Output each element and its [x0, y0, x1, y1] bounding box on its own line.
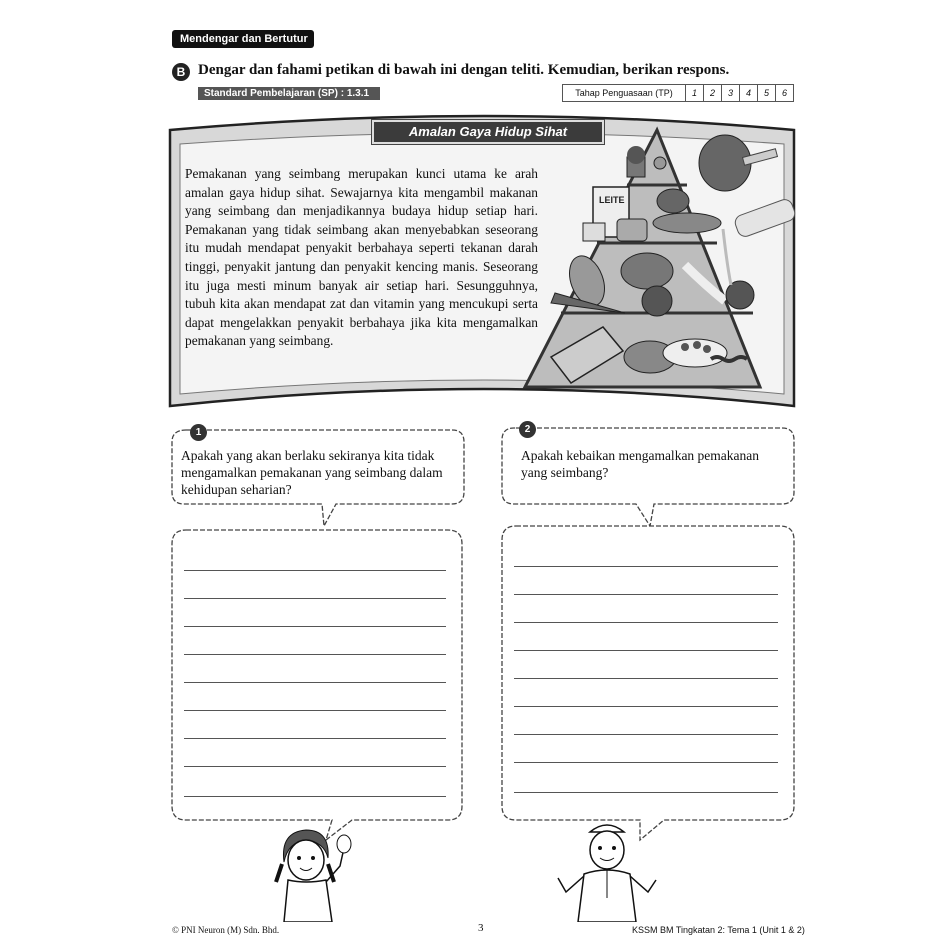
boy-character-image: [552, 818, 662, 922]
answer-line[interactable]: [184, 738, 446, 739]
answer-line[interactable]: [514, 734, 778, 735]
section-tag: Mendengar dan Bertutur: [172, 30, 314, 48]
answer-line[interactable]: [514, 594, 778, 595]
answer-line[interactable]: [184, 626, 446, 627]
answer-line[interactable]: [184, 796, 446, 797]
part-letter-badge: B: [172, 63, 190, 81]
question-2-number: 2: [519, 421, 536, 438]
passage-title: Amalan Gaya Hidup Sihat: [372, 120, 604, 144]
answer-line[interactable]: [184, 766, 446, 767]
page-number: 3: [478, 922, 484, 934]
answer-line[interactable]: [514, 792, 778, 793]
passage-text: Pemakanan yang seimbang merupakan kunci utama ke arah amalan gaya hidup sihat. Sewajarnya kita mengambil makanan yang seimbang dan menjadikannya budaya hidup setiap hari. Pemakanan yang tidak seimbang akan menyebabkan seseorang itu mudah mendapat penyakit berbahaya seperti tekanan darah tinggi, penyakit jantung dan penyakit kencing manis. Seseorang itu juga mesti minum banyak air setiap hari. Sesungguhnya, tubuh kita akan mendapat zat dan vitamin yang mencukupi serta dapat mengelakkan penyakit berbahaya jika kita mengamalkan pemakanan yang seimbang.: [185, 166, 538, 349]
answer-line[interactable]: [514, 678, 778, 679]
answer-line[interactable]: [184, 682, 446, 683]
answer-line[interactable]: [184, 598, 446, 599]
answer-line[interactable]: [184, 570, 446, 571]
girl-character-image: [270, 822, 360, 922]
tp-level-4[interactable]: 4: [740, 85, 758, 101]
footer-copyright: © PNI Neuron (M) Sdn. Bhd.: [172, 925, 280, 935]
tp-level-6[interactable]: 6: [781, 88, 787, 98]
carton-label: LEITE: [599, 195, 625, 205]
standard-pembelajaran-label: Standard Pembelajaran (SP) : 1.3.1: [198, 87, 380, 100]
tp-level-5[interactable]: 5: [758, 85, 776, 101]
answer-line[interactable]: [514, 706, 778, 707]
answer-line[interactable]: [184, 654, 446, 655]
answer-line[interactable]: [514, 566, 778, 567]
answer-line[interactable]: [514, 762, 778, 763]
question-1-number: 1: [190, 424, 207, 441]
tp-level-3[interactable]: 3: [722, 85, 740, 101]
instruction-text: Dengar dan fahami petikan di bawah ini dengan teliti. Kemudian, berikan respons.: [198, 62, 730, 78]
answer-line[interactable]: [514, 650, 778, 651]
answer-line[interactable]: [514, 622, 778, 623]
footer-book-title: KSSM BM Tingkatan 2: Tema 1 (Unit 1 & 2): [632, 925, 805, 935]
question-2-text: Apakah kebaikan mengamalkan pemakanan yang seimbang?: [521, 448, 760, 480]
tp-label: Tahap Penguasaan (TP): [563, 85, 686, 101]
tp-level-2[interactable]: 2: [704, 85, 722, 101]
tp-level-1[interactable]: 1: [686, 85, 704, 101]
answer-line[interactable]: [184, 710, 446, 711]
question-1-text: Apakah yang akan berlaku sekiranya kita tidak mengamalkan pemakanan yang seimbang dalam kehidupan seharian?: [181, 448, 443, 497]
